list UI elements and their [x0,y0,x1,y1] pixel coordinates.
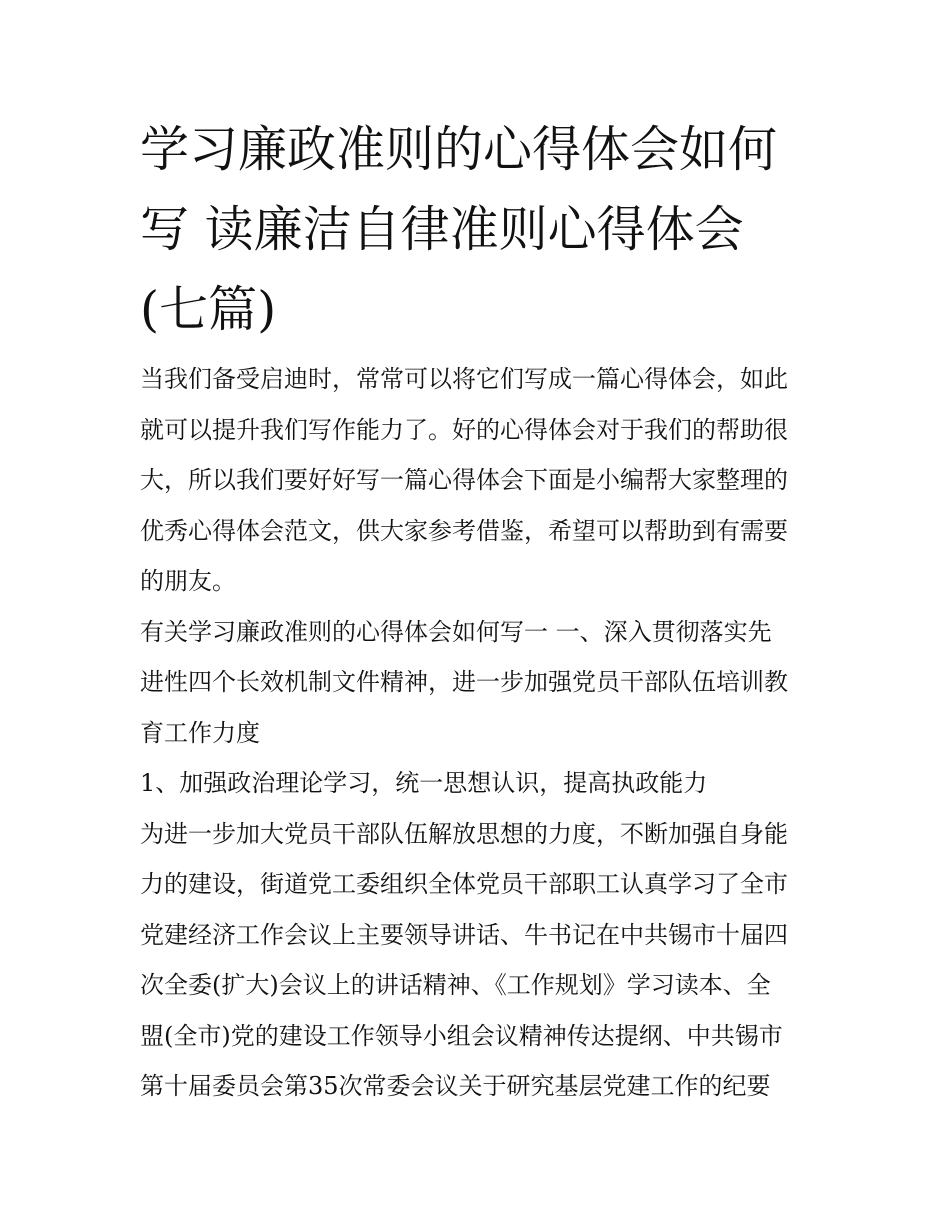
text-line: 大，所以我们要好好写一篇心得体会下面是小编帮大家整理的 [140,466,788,494]
document-title [140,110,820,350]
text-line: 第十届委员会第35次常委会议关于研究基层党建工作的纪要 [140,1072,771,1100]
text-line: 有关学习廉政准则的心得体会如何写一 一、深入贯彻落实先 [140,617,772,646]
text-line: 育工作力度 [140,718,260,747]
text-line: 力的建设，街道党工委组织全体党员干部职工认真学习了全市 [140,870,788,898]
body-paragraph [140,809,830,1112]
text-line: 优秀心得体会范文，供大家参考借鉴，希望可以帮助到有需要 [140,516,788,545]
text-line: 党建经济工作会议上主要领导讲话、牛书记在中共锡市十届四 [140,920,788,949]
intro-paragraph [140,354,830,607]
subheading-paragraph [140,758,830,809]
text-line: 盟(全市)党的建设工作领导小组会议精神传达提纲、中共锡市 [140,1021,783,1050]
title-line: 学习廉政准则的心得体会如何 [140,121,778,178]
title-line: (七篇) [140,281,277,338]
section-heading-paragraph [140,607,830,759]
text-line: 就可以提升我们写作能力了。好的心得体会对于我们的帮助很 [140,415,788,444]
text-line: 当我们备受启迪时，常常可以将它们写成一篇心得体会，如此 [140,365,788,393]
text-line: 的朋友。 [140,567,236,595]
text-line: 为进一步加大党员干部队伍解放思想的力度，不断加强自身能 [140,819,788,848]
document-body [140,354,830,1112]
title-line: 写 读廉洁自律准则心得体会 [140,201,744,258]
text-line: 进性四个长效机制文件精神，进一步加强党员干部队伍培训教 [140,668,788,696]
text-line: 次全委(扩大)会议上的讲话精神、《工作规划》学习读本、全 [140,971,771,999]
text-line: 1、加强政治理论学习，统一思想认识，提高执政能力 [140,769,708,797]
